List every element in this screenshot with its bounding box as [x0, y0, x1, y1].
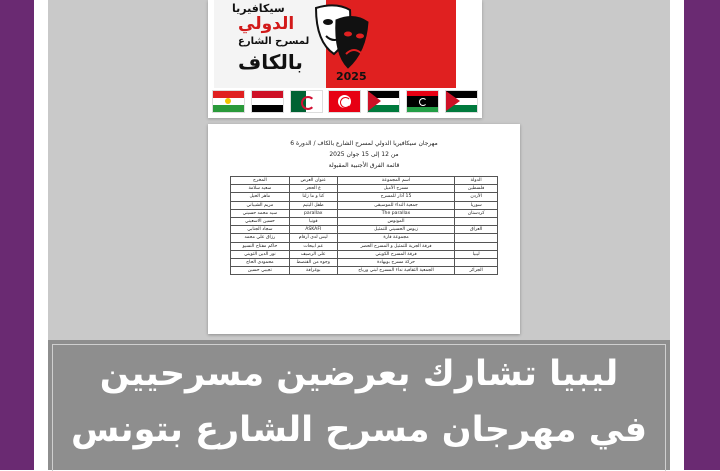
doc-heading-1: مهرجان سيكافيريا الدولي لمسرح الشارع بالكاف / الدورة 6	[290, 140, 438, 147]
table-cell: بوغرافة	[289, 267, 337, 275]
table-row	[231, 185, 498, 193]
festival-poster[interactable]	[208, 0, 482, 118]
doc-heading-2: من 12 إلى 15 جوان 2025	[329, 151, 399, 158]
poster-year: 2025	[336, 70, 367, 83]
jordan-flag-icon	[445, 90, 478, 113]
headline-line-1: ليبيا تشارك بعرضين مسرحيين	[99, 354, 619, 394]
table-cell	[455, 242, 498, 250]
table-cell: الأردن	[455, 193, 498, 201]
table-cell: مجموعة قارة	[337, 234, 454, 242]
table-cell: كنا و ما زلنا	[289, 193, 337, 201]
table-cell: ليس لدي أرقام	[289, 234, 337, 242]
table-cell: The parallax	[337, 209, 454, 217]
participants-document[interactable]	[208, 124, 520, 334]
post-card	[34, 0, 684, 470]
table-cell: رزاق علي محمد	[231, 234, 290, 242]
tunisia-flag-icon	[328, 90, 361, 113]
table-row	[231, 209, 498, 217]
theatre-masks-icon	[306, 2, 370, 72]
table-cell: نور الدين الثويني	[231, 250, 290, 258]
table-cell: فرقة الجرية للتمثيل و المسرح الحضر	[337, 242, 454, 250]
table-cell: فرقة المسرح الكويتي	[337, 250, 454, 258]
table-cell: تجيبي حسين	[231, 267, 290, 275]
table-cell: على الرصيف	[289, 250, 337, 258]
table-row	[231, 250, 498, 258]
table-cell: جمعية النداء للموسيقى	[337, 201, 454, 209]
doc-heading-3: قائمة الفرق الأجنبية المقبولة	[328, 162, 400, 169]
algeria-flag-icon	[290, 90, 323, 113]
table-header-row	[231, 177, 498, 185]
col-group-name: اسم المجموعة	[337, 177, 454, 185]
table-cell: حاكم مفتاح النسيو	[231, 242, 290, 250]
table-cell: سيد محمد حسيني	[231, 209, 290, 217]
table-row	[231, 193, 498, 201]
table-cell: سوريا	[455, 201, 498, 209]
col-country: الدولة	[455, 177, 498, 185]
table-cell: سجاد الجنابي	[231, 226, 290, 234]
table-cell: 15 آذار للمسرح	[337, 193, 454, 201]
table-cell: المونوس	[337, 217, 454, 225]
kurdistan-flag-icon	[212, 90, 245, 113]
flag-row	[212, 90, 478, 114]
table-cell: ماهر الحيل	[231, 193, 290, 201]
poster-line-2: الدولي	[238, 14, 295, 34]
table-cell: الجمعية الثقافية نداء المسرح لبني ورياح	[337, 267, 454, 275]
col-director: المخرج	[231, 177, 290, 185]
egypt-flag-icon	[251, 90, 284, 113]
table-cell: مسرح الأميل	[337, 185, 454, 193]
left-purple-border	[0, 0, 34, 470]
table-cell: العراق	[455, 226, 498, 234]
table-cell: زيوس الحسيني للتمثيل	[337, 226, 454, 234]
right-purple-border	[684, 0, 720, 470]
table-row	[231, 226, 498, 234]
table-row	[231, 267, 498, 275]
table-row	[231, 258, 498, 266]
col-show-title: عنوان العرض	[289, 177, 337, 185]
table-cell: حركة مسرح بوبهادة	[337, 258, 454, 266]
headline-line-2: في مهرجان مسرح الشارع بتونس	[70, 410, 648, 450]
table-cell: ليبيا	[455, 250, 498, 258]
table-cell: الجزائر	[455, 267, 498, 275]
poster-line-3: لمسرح الشارع	[238, 36, 310, 47]
troupes-table	[230, 176, 498, 275]
table-cell: كردستان	[455, 209, 498, 217]
palestine-flag-icon	[367, 90, 400, 113]
table-cell	[455, 234, 498, 242]
table-cell: مريم الشيباني	[231, 201, 290, 209]
table-cell	[455, 217, 498, 225]
table-cell: محمودي الحاج	[231, 258, 290, 266]
poster-line-4: بالكاف	[238, 50, 303, 74]
table-cell: parallax	[289, 209, 337, 217]
table-cell: عم ابيحات	[289, 242, 337, 250]
table-row	[231, 242, 498, 250]
table-cell: سعيد سلامة	[231, 185, 290, 193]
table-row	[231, 234, 498, 242]
table-cell: ASKAFI	[289, 226, 337, 234]
libya-flag-icon	[406, 90, 439, 113]
table-cell: طفل اليتيم	[289, 201, 337, 209]
table-cell: فلسطين	[455, 185, 498, 193]
table-cell	[455, 258, 498, 266]
poster-line-1: سيكافيريا	[232, 2, 285, 15]
table-cell: وجوه من القنصط	[289, 258, 337, 266]
headline-banner	[48, 340, 670, 470]
table-cell: حسين الاسعيني	[231, 217, 290, 225]
table-cell: قونيا	[289, 217, 337, 225]
table-row	[231, 217, 498, 225]
table-cell: ع الحجر	[289, 185, 337, 193]
table-row	[231, 201, 498, 209]
